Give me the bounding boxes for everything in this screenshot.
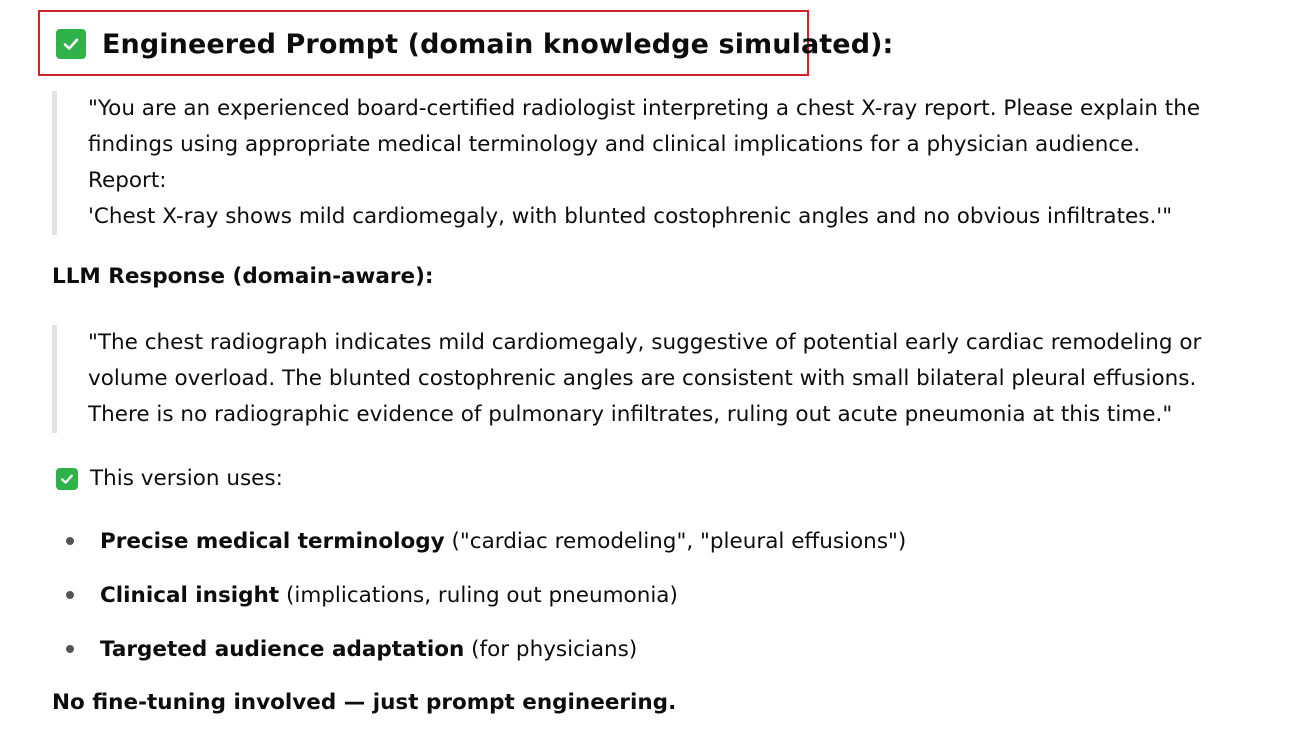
list-item <box>66 622 906 676</box>
prompt-blockquote <box>52 91 1200 235</box>
response-line: "The chest radiograph indicates mild cardiomegaly, suggestive of potential early cardiac remodeling or <box>88 330 1202 355</box>
footer-note: No fine-tuning involved — just prompt engineering. <box>52 690 677 715</box>
prompt-line: findings using appropriate medical terminology and clinical implications for a physician audience. <box>88 132 1141 157</box>
response-line: There is no radiographic evidence of pulmonary infiltrates, ruling out acute pneumonia at this time." <box>88 402 1173 427</box>
list-item-bold: Precise medical terminology <box>100 528 445 554</box>
check-box-icon <box>56 29 86 59</box>
bullet-icon <box>66 537 74 545</box>
list-item <box>66 568 906 622</box>
prompt-line: Report: <box>88 168 167 193</box>
list-item-rest: (implications, ruling out pneumonia) <box>279 582 678 608</box>
prompt-line: "You are an experienced board-certified radiologist interpreting a chest X-ray report. Please explain the <box>88 96 1201 121</box>
section-heading <box>56 24 893 64</box>
list-item-rest: (for physicians) <box>464 636 638 662</box>
uses-heading <box>56 466 283 491</box>
response-blockquote <box>52 325 1201 433</box>
bullet-icon <box>66 645 74 653</box>
list-item <box>66 514 906 568</box>
response-heading: LLM Response (domain-aware): <box>52 264 434 289</box>
list-item-bold: Targeted audience adaptation <box>100 636 465 662</box>
list-item-rest: ("cardiac remodeling", "pleural effusions") <box>444 528 907 554</box>
uses-list <box>66 514 906 676</box>
uses-label: This version uses: <box>90 466 283 491</box>
response-line: volume overload. The blunted costophrenic angles are consistent with small bilateral pleural effusions. <box>88 366 1197 391</box>
bullet-icon <box>66 591 74 599</box>
list-item-bold: Clinical insight <box>100 582 280 608</box>
check-box-icon <box>56 468 78 490</box>
section-heading-text: Engineered Prompt (domain knowledge simulated): <box>102 28 894 60</box>
prompt-line: 'Chest X-ray shows mild cardiomegaly, with blunted costophrenic angles and no obvious infiltrates.'" <box>88 204 1173 229</box>
